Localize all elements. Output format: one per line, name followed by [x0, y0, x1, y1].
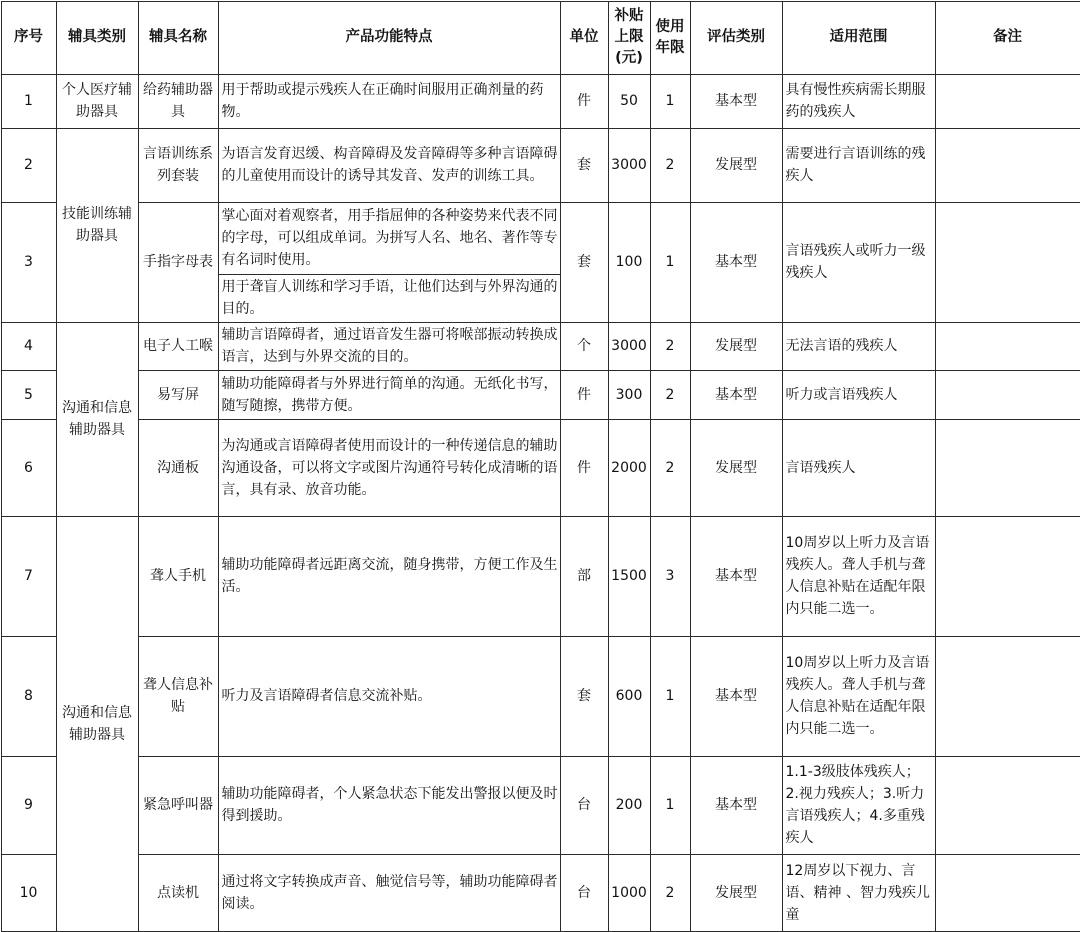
- cell-name: 电子人工喉: [138, 322, 218, 370]
- header-scope: 适用范围: [782, 1, 935, 74]
- header-features: 产品功能特点: [218, 1, 560, 74]
- cell-eval: 发展型: [690, 419, 782, 516]
- header-unit: 单位: [560, 1, 608, 74]
- table-row: [1, 854, 1080, 931]
- table-row: [1, 636, 1080, 756]
- table-row: [1, 74, 1080, 128]
- cell-scope: 言语残疾人: [782, 419, 935, 516]
- cell-eval: 基本型: [690, 756, 782, 854]
- cell-name: 给药辅助器具: [138, 74, 218, 128]
- cell-unit: 件: [560, 370, 608, 419]
- cell-seq: 9: [1, 756, 56, 854]
- cell-name: 聋人信息补贴: [138, 636, 218, 756]
- cell-note: [935, 636, 1080, 756]
- cell-unit: 套: [560, 636, 608, 756]
- cell-name: 易写屏: [138, 370, 218, 419]
- cell-note: [935, 516, 1080, 636]
- cell-features: 辅助功能障碍者与外界进行简单的沟通。无纸化书写，随写随擦，携带方便。: [218, 370, 560, 419]
- cell-subsidy: 200: [608, 756, 650, 854]
- header-seq: 序号: [1, 1, 56, 74]
- header-subsidy: [608, 1, 650, 74]
- cell-scope: 言语残疾人或听力一级残疾人: [782, 202, 935, 322]
- table-row: [1, 419, 1080, 516]
- cell-scope: 具有慢性疾病需长期服药的残疾人: [782, 74, 935, 128]
- header-years-line2: 年限: [653, 38, 688, 59]
- cell-subsidy: 300: [608, 370, 650, 419]
- cell-note: [935, 756, 1080, 854]
- header-eval: 评估类别: [690, 1, 782, 74]
- cell-note: [935, 128, 1080, 202]
- cell-seq: 5: [1, 370, 56, 419]
- header-note: 备注: [935, 1, 1080, 74]
- cell-category: 沟通和信息辅助器具: [56, 322, 138, 516]
- cell-scope: 1.1-3级肢体残疾人；2.视力残疾人；3.听力言语残疾人；4.多重残疾人: [782, 756, 935, 854]
- header-years-line1: 使用: [653, 17, 688, 38]
- cell-category: 沟通和信息辅助器具: [56, 516, 138, 931]
- aid-catalog-table: [1, 1, 1080, 932]
- cell-name: 沟通板: [138, 419, 218, 516]
- cell-seq: 8: [1, 636, 56, 756]
- cell-features: 通过将文字转换成声音、触觉信号等，辅助功能障碍者阅读。: [218, 854, 560, 931]
- table-row: [1, 322, 1080, 370]
- cell-scope: 12周岁以下视力、言语、精神 、智力残疾儿童: [782, 854, 935, 931]
- cell-seq: 3: [1, 202, 56, 322]
- cell-years: 1: [650, 756, 690, 854]
- cell-category: 个人医疗辅助器具: [56, 74, 138, 128]
- cell-subsidy: 3000: [608, 128, 650, 202]
- table-row: [1, 756, 1080, 854]
- cell-scope: 10周岁以上听力及言语残疾人。聋人手机与聋人信息补贴在适配年限内只能二选一。: [782, 636, 935, 756]
- cell-name: 手指字母表: [138, 202, 218, 322]
- cell-unit: 台: [560, 854, 608, 931]
- cell-name: 言语训练系列套装: [138, 128, 218, 202]
- cell-eval: 基本型: [690, 74, 782, 128]
- cell-subsidy: 100: [608, 202, 650, 322]
- cell-subsidy: 600: [608, 636, 650, 756]
- cell-unit: 套: [560, 202, 608, 322]
- cell-years: 2: [650, 419, 690, 516]
- cell-features: 为语言发育迟缓、构音障碍及发音障碍等多种言语障碍的儿童使用而设计的诱导其发音、发声的训练工具。: [218, 128, 560, 202]
- cell-features: 为沟通或言语障碍者使用而设计的一种传递信息的辅助沟通设备，可以将文字或图片沟通符号转化成清晰的语言，具有录、放音功能。: [218, 419, 560, 516]
- cell-seq: 6: [1, 419, 56, 516]
- cell-features: 掌心面对着观察者，用手指屈伸的各种姿势来代表不同的字母，可以组成单词。为拼写人名、地名、著作等专有名词时使用。: [218, 202, 560, 274]
- cell-years: 1: [650, 202, 690, 322]
- cell-years: 1: [650, 636, 690, 756]
- cell-scope: 需要进行言语训练的残疾人: [782, 128, 935, 202]
- cell-scope: 10周岁以上听力及言语残疾人。聋人手机与聋人信息补贴在适配年限内只能二选一。: [782, 516, 935, 636]
- cell-unit: 件: [560, 74, 608, 128]
- cell-eval: 基本型: [690, 516, 782, 636]
- cell-seq: 2: [1, 128, 56, 202]
- cell-subsidy: 2000: [608, 419, 650, 516]
- cell-note: [935, 202, 1080, 322]
- cell-seq: 1: [1, 74, 56, 128]
- cell-subsidy: 1000: [608, 854, 650, 931]
- cell-years: 3: [650, 516, 690, 636]
- cell-seq: 7: [1, 516, 56, 636]
- header-subsidy-line1: 补贴: [611, 6, 648, 27]
- cell-seq: 10: [1, 854, 56, 931]
- cell-years: 1: [650, 74, 690, 128]
- cell-years: 2: [650, 854, 690, 931]
- table-row: [1, 202, 1080, 274]
- cell-name: 点读机: [138, 854, 218, 931]
- cell-years: 2: [650, 322, 690, 370]
- cell-features: 用于帮助或提示残疾人在正确时间服用正确剂量的药物。: [218, 74, 560, 128]
- cell-years: 2: [650, 128, 690, 202]
- cell-features: 听力及言语障碍者信息交流补贴。: [218, 636, 560, 756]
- cell-eval: 基本型: [690, 636, 782, 756]
- cell-subsidy: 1500: [608, 516, 650, 636]
- cell-eval: 基本型: [690, 370, 782, 419]
- cell-unit: 套: [560, 128, 608, 202]
- cell-note: [935, 322, 1080, 370]
- header-subsidy-line2: 上限: [611, 27, 648, 48]
- cell-scope: 无法言语的残疾人: [782, 322, 935, 370]
- cell-scope: 听力或言语残疾人: [782, 370, 935, 419]
- cell-note: [935, 854, 1080, 931]
- cell-eval: 基本型: [690, 202, 782, 322]
- cell-subsidy: 3000: [608, 322, 650, 370]
- cell-unit: 台: [560, 756, 608, 854]
- header-name: 辅具名称: [138, 1, 218, 74]
- cell-unit: 个: [560, 322, 608, 370]
- cell-features: 辅助功能障碍者远距离交流，随身携带，方便工作及生活。: [218, 516, 560, 636]
- header-row: [1, 1, 1080, 74]
- cell-features: 辅助功能障碍者，个人紧急状态下能发出警报以便及时得到援助。: [218, 756, 560, 854]
- cell-unit: 件: [560, 419, 608, 516]
- cell-eval: 发展型: [690, 322, 782, 370]
- cell-note: [935, 370, 1080, 419]
- cell-years: 2: [650, 370, 690, 419]
- cell-note: [935, 74, 1080, 128]
- cell-name: 聋人手机: [138, 516, 218, 636]
- cell-subsidy: 50: [608, 74, 650, 128]
- cell-note: [935, 419, 1080, 516]
- header-category: 辅具类别: [56, 1, 138, 74]
- cell-seq: 4: [1, 322, 56, 370]
- cell-category: 技能训练辅助器具: [56, 128, 138, 322]
- cell-features-secondary: 用于聋盲人训练和学习手语，让他们达到与外界沟通的目的。: [218, 274, 560, 322]
- cell-eval: 发展型: [690, 128, 782, 202]
- table-row: [1, 370, 1080, 419]
- cell-features: 辅助言语障碍者，通过语音发生器可将喉部振动转换成语言，达到与外界交流的目的。: [218, 322, 560, 370]
- cell-name: 紧急呼叫器: [138, 756, 218, 854]
- table-row: [1, 516, 1080, 636]
- cell-unit: 部: [560, 516, 608, 636]
- header-subsidy-line3: (元): [611, 48, 648, 69]
- cell-eval: 发展型: [690, 854, 782, 931]
- table-row: [1, 128, 1080, 202]
- header-years: [650, 1, 690, 74]
